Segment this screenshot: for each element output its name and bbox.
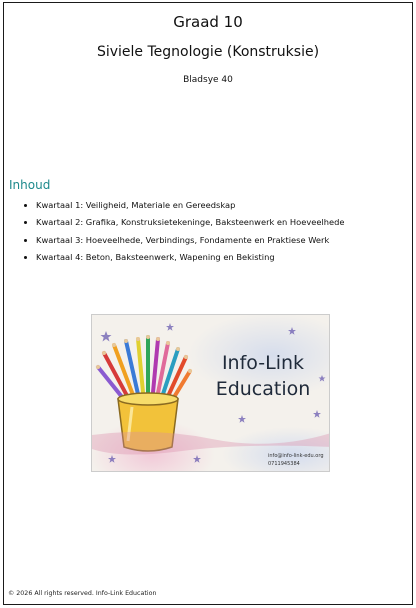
document-page [3,2,413,605]
subject-title: Siviele Tegnologie (Konstruksie) [96,44,320,60]
logo-email: info@info-link-edu.org [268,453,324,459]
page-count: Bladsye 40 [183,75,233,85]
grade-title: Graad 10 [173,13,243,31]
toc-item-q3: • Kwartaal 3: Hoeveelhede, Verbindings, Fondamente en Praktiese Werk [36,232,416,249]
toc-item-q2: • Kwartaal 2: Grafika, Konstruksietekeninge, Baksteenwerk en Hoeveelhede [36,214,416,231]
toc-heading: Inhoud [9,178,51,192]
footer-copyright: © 2026 All rights reserved. Info-Link Education [8,590,157,597]
logo-title [198,350,328,402]
logo-title-line2: Education [215,378,311,400]
toc-item-q1: • Kwartaal 1: Veiligheid, Materiale en Gereedskap [36,197,416,214]
toc-list [24,197,416,266]
logo-phone: 0711945384 [268,461,300,467]
logo-title-line1: Info-Link [221,352,305,374]
info-link-logo [91,314,330,472]
toc-item-q4: • Kwartaal 4: Beton, Baksteenwerk, Wapening en Bekisting [36,249,416,266]
